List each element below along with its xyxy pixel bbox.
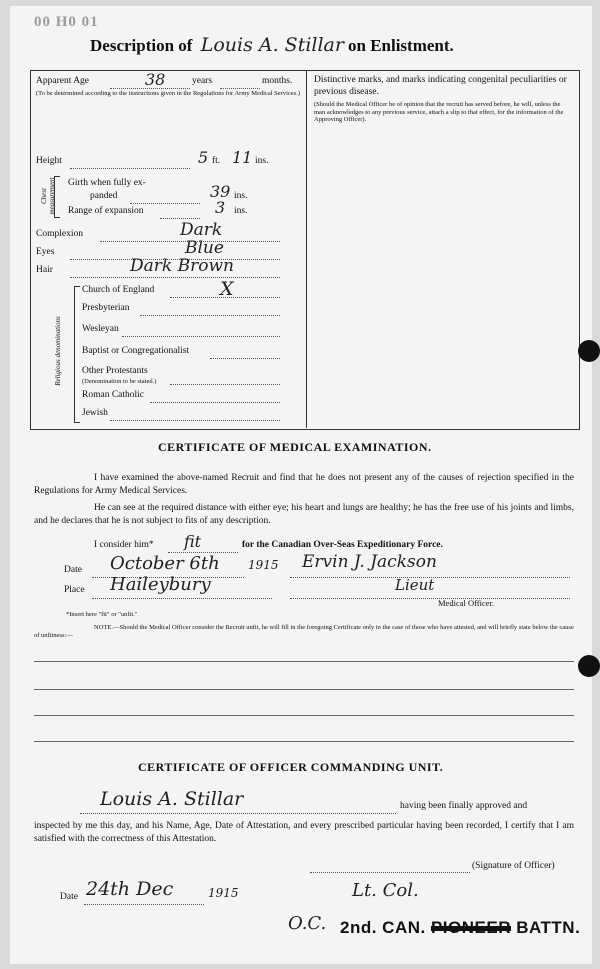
religion-other-protestants: Other Protestants (82, 366, 148, 376)
medical-paragraph-2: He can see at the required distance with either eye; his heart and lungs are healthy; he has the free use of his joints and limbs, and he declares that he is not subject to fits of any description. (34, 503, 574, 526)
girth-value: 39 (210, 182, 231, 201)
medical-date-year: 1915 (248, 558, 279, 572)
medical-place-value: Haileybury (110, 574, 211, 595)
commanding-date-value: 24th Dec (86, 878, 174, 900)
title-prefix: Description of (90, 36, 193, 55)
commanding-certificate-heading: CERTIFICATE OF OFFICER COMMANDING UNIT. (138, 760, 444, 774)
eyes-value: Blue (185, 238, 224, 258)
title-suffix: on Enlistment. (347, 36, 454, 55)
complexion-value: Dark (180, 220, 223, 240)
medical-certificate-heading: CERTIFICATE OF MEDICAL EXAMINATION. (158, 440, 432, 454)
girth-label-2: panded (90, 191, 118, 201)
medical-officer-rank: Lieut (395, 576, 435, 594)
commanding-text-2: inspected by me this day, and his Name, Age, Date of Attestation, and every prescribed particular having been recorded, I certify that I am satisfied with the correctness of this Attestation. (34, 821, 574, 844)
hair-label: Hair (36, 265, 53, 275)
unit-stamp-part-3: BATTN. (516, 918, 581, 937)
signature-of-officer-label: (Signature of Officer) (472, 861, 555, 871)
eyes-label: Eyes (36, 247, 55, 257)
medical-date-label: Date (64, 565, 82, 575)
height-label: Height (36, 156, 62, 166)
consider-label: I consider him* (94, 540, 154, 550)
insert-note: *Insert here "fit" or "unfit." (66, 611, 138, 618)
religion-roman-catholic: Roman Catholic (82, 390, 145, 400)
religion-wesleyan: Wesleyan (82, 324, 119, 334)
apparent-age-label: Apparent Age (36, 76, 90, 86)
height-inches: 11 (232, 148, 253, 167)
page-title (90, 34, 454, 56)
medical-officer-label: Medical Officer. (438, 598, 495, 608)
consider-value: fit (184, 532, 202, 551)
religion-mark: X (220, 278, 234, 300)
age-note: (To be determined according to the instructions given in the Regulations for Army Medical Services.) (36, 90, 300, 97)
months-label: months. (262, 76, 293, 86)
religion-presbyterian: Presbyterian (82, 303, 130, 313)
height-feet: 5 (198, 148, 209, 167)
punch-hole-top (578, 340, 600, 362)
hair-value: Dark Brown (130, 256, 234, 276)
medical-paragraph-1: I have examined the above-named Recruit and find that he does not present any of the causes of rejection specified in the Regulations for Army Medical Services. (34, 473, 574, 496)
range-label: Range of expansion (68, 206, 144, 216)
attestation-page (10, 6, 592, 964)
soldier-name: Louis A. Stillar (200, 34, 344, 56)
girth-unit: ins. (234, 191, 248, 201)
religion-jewish: Jewish (82, 408, 108, 418)
unit-stamp-part-2: PIONEER (430, 918, 511, 937)
religion-church-of-england: Church of England (82, 285, 155, 295)
medical-note: NOTE.—Should the Medical Officer consider the Recruit unfit, he will fill in the foregoing Certificate only in the case of those who have attested, and will briefly state below the cause of unfitness:— (34, 624, 574, 639)
medical-officer-signature: Ervin J. Jackson (302, 552, 437, 572)
distinctive-marks-heading: Distinctive marks, and marks indicating congenital peculiarities or previous disease. (314, 75, 567, 97)
medical-place-label: Place (64, 585, 85, 595)
range-unit: ins. (234, 206, 248, 216)
years-label: years (192, 76, 213, 86)
consider-suffix: for the Canadian Over-Seas Expeditionary Force. (242, 540, 443, 550)
religion-label: Religious denominations (54, 316, 62, 386)
age-value: 38 (145, 70, 166, 89)
medical-date-value: October 6th (110, 553, 220, 574)
unit-stamp (340, 918, 580, 938)
ft-label: ft. (212, 156, 221, 166)
ins-label: ins. (255, 156, 269, 166)
distinctive-marks-note: (Should the Medical Officer be of opinion that the recruit has served before, he will, unless the man acknowledges to any previous service, attach a slip to that effect, for the information of the Approving Officer). (314, 101, 564, 123)
commanding-text-1: having been finally approved and (400, 801, 528, 811)
religion-baptist: Baptist or Congregationalist (82, 346, 190, 356)
complexion-label: Complexion (36, 229, 83, 239)
commanding-date-label: Date (60, 892, 78, 902)
column-divider (306, 70, 307, 428)
commanding-recruit-name: Louis A. Stillar (100, 788, 244, 810)
punch-hole-bottom (578, 655, 600, 677)
archive-stamp: 00 H0 01 (34, 14, 99, 30)
chest-measurement-label: Chest measurement (40, 177, 56, 215)
officer-oc: O.C. (288, 913, 327, 934)
religion-denomination-note: (Denomination to be stated.) (82, 378, 157, 385)
description-table (30, 70, 580, 430)
commanding-date-year: 1915 (208, 886, 239, 900)
girth-label-1: Girth when fully ex- (68, 178, 146, 188)
unit-stamp-part-1: 2nd. CAN. (340, 918, 426, 937)
range-value: 3 (215, 198, 226, 217)
officer-rank: Lt. Col. (352, 880, 419, 901)
